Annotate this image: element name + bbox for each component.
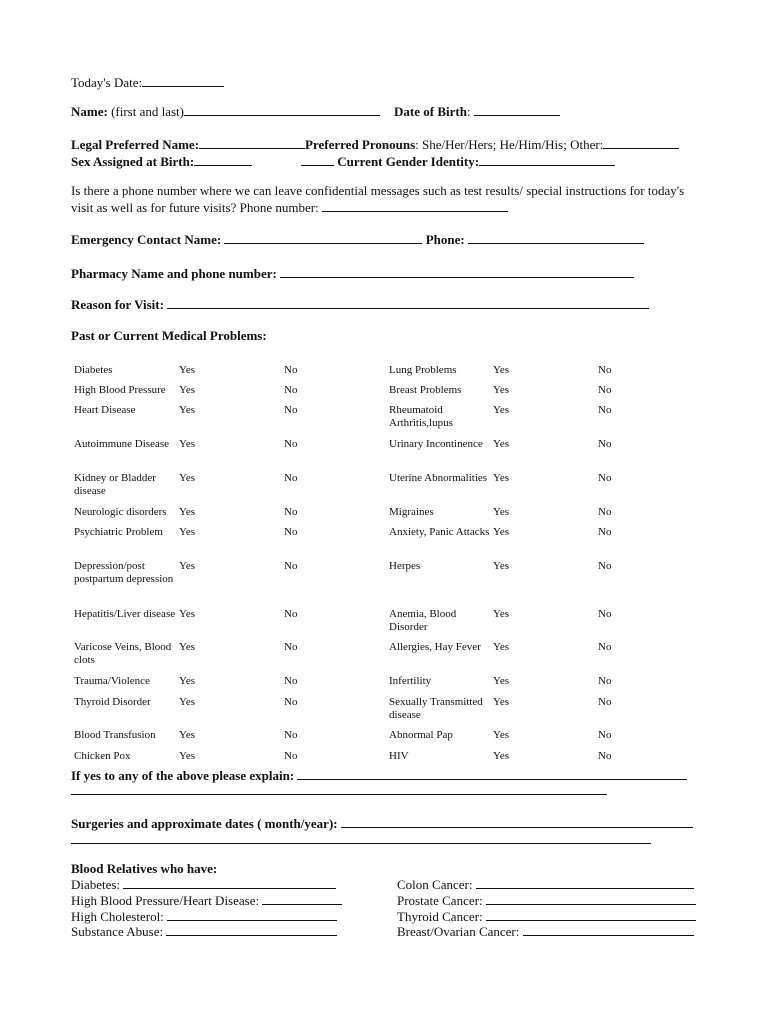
surgeries-row (71, 815, 693, 832)
rel-substance-label: Substance Abuse: (71, 924, 164, 939)
no-option[interactable]: No (284, 608, 298, 620)
no-option[interactable]: No (284, 438, 298, 450)
no-option[interactable]: No (284, 696, 298, 708)
yes-option[interactable]: Yes (493, 608, 510, 620)
yes-option[interactable]: Yes (179, 404, 196, 416)
no-option[interactable]: No (598, 364, 612, 376)
explain-field-line2[interactable] (71, 794, 607, 795)
surgeries-label: Surgeries and approximate dates ( month/year): (71, 816, 338, 831)
yes-option[interactable]: Yes (179, 560, 196, 572)
no-option[interactable]: No (598, 750, 612, 762)
emergency-phone-label: Phone: (425, 232, 465, 247)
problem-label-right: Rheumatoid Arthritis,lupus (389, 404, 453, 429)
problem-label-left: Heart Disease (74, 404, 136, 416)
no-option[interactable]: No (598, 404, 612, 416)
name-hint: (first and last) (111, 104, 184, 119)
yes-option[interactable]: Yes (179, 641, 196, 653)
confidential-phone-field[interactable] (322, 199, 508, 212)
emergency-row (71, 231, 644, 248)
rel-breast-field[interactable] (523, 923, 694, 936)
rel-prostate-field[interactable] (486, 892, 696, 905)
problem-label-left: Chicken Pox (74, 750, 131, 762)
no-option[interactable]: No (598, 675, 612, 687)
pharmacy-row (71, 265, 634, 282)
rel-cholesterol-field[interactable] (167, 908, 337, 921)
no-option[interactable]: No (284, 560, 298, 572)
yes-option[interactable]: Yes (493, 364, 510, 376)
problem-label-left: Diabetes (74, 364, 113, 376)
rel-colon-label: Colon Cancer: (397, 877, 473, 892)
no-option[interactable]: No (284, 526, 298, 538)
problem-label-right: Anemia, Blood Disorder (389, 608, 457, 633)
rel-prostate-row (397, 892, 696, 909)
no-option[interactable]: No (598, 506, 612, 518)
problem-label-left: Kidney or Bladder disease (74, 472, 156, 497)
problem-label-left: Hepatitis/Liver disease (74, 608, 176, 620)
yes-option[interactable]: Yes (493, 384, 510, 396)
yes-option[interactable]: Yes (493, 729, 510, 741)
yes-option[interactable]: Yes (179, 675, 196, 687)
dob-field[interactable] (474, 103, 560, 116)
pharmacy-label: Pharmacy Name and phone number: (71, 266, 277, 281)
problem-label-left: Blood Transfusion (74, 729, 156, 741)
no-option[interactable]: No (598, 438, 612, 450)
explain-label: If yes to any of the above please explain: (71, 768, 295, 783)
relatives-heading: Blood Relatives who have: (71, 861, 218, 876)
problem-label-left: High Blood Pressure (74, 384, 166, 396)
emergency-contact-field[interactable] (224, 231, 422, 244)
rel-cholesterol-label: High Cholesterol: (71, 909, 164, 924)
yes-option[interactable]: Yes (179, 364, 196, 376)
yes-option[interactable]: Yes (179, 696, 196, 708)
sex-assigned-label: Sex Assigned at Birth: (71, 154, 195, 169)
problem-label-right: Uterine Abnormalities (389, 472, 488, 484)
pronouns-label: Preferred Pronouns (305, 137, 416, 152)
yes-option[interactable]: Yes (179, 526, 196, 538)
problem-label-right: HIV (389, 750, 409, 762)
no-option[interactable]: No (284, 750, 298, 762)
problem-label-right: Infertility (389, 675, 432, 687)
no-option[interactable]: No (598, 641, 612, 653)
phone-question-line2 (71, 199, 508, 216)
rel-breast-row (397, 923, 694, 940)
yes-option[interactable]: Yes (179, 438, 196, 450)
rel-hbp-field[interactable] (262, 892, 342, 905)
no-option[interactable]: No (598, 696, 612, 708)
no-option[interactable]: No (284, 506, 298, 518)
reason-row (71, 296, 649, 313)
gender-identity-field[interactable] (479, 153, 615, 166)
yes-option[interactable]: Yes (179, 750, 196, 762)
sex-assigned-field[interactable] (194, 153, 252, 166)
no-option[interactable]: No (284, 364, 298, 376)
explain-field[interactable] (297, 767, 687, 780)
name-field[interactable] (184, 103, 380, 116)
yes-option[interactable]: Yes (179, 608, 196, 620)
surgeries-field-line2[interactable] (71, 843, 651, 844)
sex-row (71, 153, 252, 170)
reason-field[interactable] (167, 296, 649, 309)
yes-option[interactable]: Yes (493, 438, 510, 450)
emergency-phone-field[interactable] (468, 231, 644, 244)
no-option[interactable]: No (598, 729, 612, 741)
dob-label: Date of Birth (394, 104, 467, 119)
gender-row (301, 153, 615, 170)
gender-identity-label: Current Gender Identity: (337, 154, 480, 169)
yes-option[interactable]: Yes (179, 384, 196, 396)
yes-option[interactable]: Yes (179, 506, 196, 518)
phone-question-text: visit as well as for future visits? Phone number: (71, 200, 319, 215)
pharmacy-field[interactable] (280, 265, 634, 278)
rel-thyroid-label: Thyroid Cancer: (397, 909, 483, 924)
rel-colon-field[interactable] (476, 876, 694, 889)
reason-label: Reason for Visit: (71, 297, 164, 312)
no-option[interactable]: No (284, 384, 298, 396)
no-option[interactable]: No (598, 526, 612, 538)
no-option[interactable]: No (284, 472, 298, 484)
dob-colon: : (466, 104, 471, 119)
legal-name-field[interactable] (199, 136, 305, 149)
rel-substance-field[interactable] (166, 923, 337, 936)
yes-option[interactable]: Yes (179, 729, 196, 741)
todays-date-label: Today's Date: (71, 75, 143, 90)
todays-date-row (71, 74, 224, 91)
yes-option[interactable]: Yes (493, 750, 510, 762)
phone-question-line1: Is there a phone number where we can leave confidential messages such as test results/ special instructions for today's (71, 183, 685, 198)
rel-diabetes-field[interactable] (123, 876, 336, 889)
problem-label-right: Herpes (389, 560, 421, 572)
emergency-contact-label: Emergency Contact Name: (71, 232, 222, 247)
problem-label-right: Allergies, Hay Fever (389, 641, 481, 653)
problem-label-left: Psychiatric Problem (74, 526, 163, 538)
rel-prostate-label: Prostate Cancer: (397, 893, 483, 908)
rel-diabetes-row (71, 876, 336, 893)
yes-option[interactable]: Yes (493, 560, 510, 572)
no-option[interactable]: No (598, 560, 612, 572)
problem-label-left: Varicose Veins, Blood clots (74, 641, 172, 666)
dob-row (394, 103, 560, 120)
rel-thyroid-field[interactable] (486, 908, 696, 921)
problem-label-left: Autoimmune Disease (74, 438, 170, 450)
rel-breast-label: Breast/Ovarian Cancer: (397, 924, 520, 939)
yes-option[interactable]: Yes (493, 506, 510, 518)
pronouns-options: : She/Her/Hers; He/Him/His; Other: (415, 137, 604, 152)
pronouns-other-field[interactable] (603, 136, 679, 149)
no-option[interactable]: No (284, 641, 298, 653)
yes-option[interactable]: Yes (493, 641, 510, 653)
problem-label-right: Sexually Transmitted disease (389, 696, 483, 721)
yes-option[interactable]: Yes (493, 696, 510, 708)
legal-name-label: Legal Preferred Name: (71, 137, 200, 152)
past-problems-heading: Past or Current Medical Problems: (71, 328, 267, 343)
problem-label-right: Breast Problems (389, 384, 462, 396)
yes-option[interactable]: Yes (493, 472, 510, 484)
problem-label-left: Neurologic disorders (74, 506, 167, 518)
problem-label-right: Anxiety, Panic Attacks (389, 526, 490, 538)
problem-label-left: Thyroid Disorder (74, 696, 151, 708)
yes-option[interactable]: Yes (493, 675, 510, 687)
problem-label-left: Trauma/Violence (74, 675, 150, 687)
problem-label-right: Migraines (389, 506, 434, 518)
rel-hbp-label: High Blood Pressure/Heart Disease: (71, 893, 260, 908)
no-option[interactable]: No (598, 384, 612, 396)
problem-label-right: Lung Problems (389, 364, 457, 376)
explain-row (71, 767, 687, 784)
yes-option[interactable]: Yes (493, 526, 510, 538)
rel-substance-row (71, 923, 337, 940)
legal-name-row (71, 136, 679, 153)
no-option[interactable]: No (284, 675, 298, 687)
name-label: Name: (71, 104, 108, 119)
problem-label-right: Urinary Incontinence (389, 438, 483, 450)
no-option[interactable]: No (598, 472, 612, 484)
problem-label-left: Depression/post postpartum depression (74, 560, 174, 585)
surgeries-field[interactable] (341, 815, 693, 828)
name-row (71, 103, 380, 120)
rel-colon-row (397, 876, 694, 893)
rel-diabetes-label: Diabetes: (71, 877, 121, 892)
yes-option[interactable]: Yes (179, 472, 196, 484)
rel-hbp-row (71, 892, 342, 909)
todays-date-field[interactable] (142, 74, 224, 87)
no-option[interactable]: No (284, 404, 298, 416)
no-option[interactable]: No (284, 729, 298, 741)
problem-label-right: Abnormal Pap (389, 729, 453, 741)
yes-option[interactable]: Yes (493, 404, 510, 416)
no-option[interactable]: No (598, 608, 612, 620)
gender-blank-field[interactable] (301, 153, 334, 166)
